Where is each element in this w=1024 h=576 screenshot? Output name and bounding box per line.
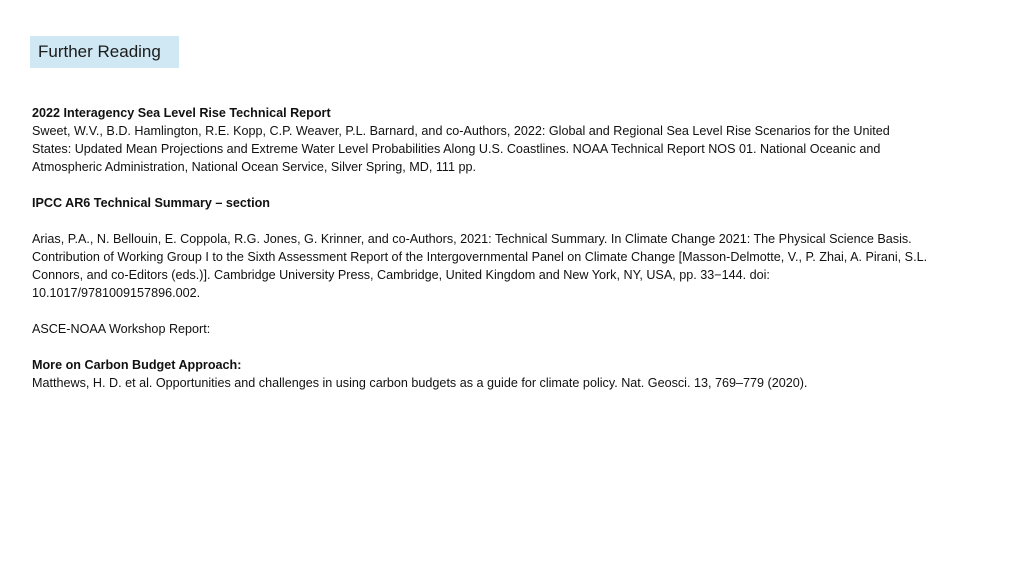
reference-item-sea-level [32,104,932,176]
spacer [32,338,932,356]
reference-citation: Sweet, W.V., B.D. Hamlington, R.E. Kopp, C.P. Weaver, P.L. Barnard, and co-Authors, 2022: Global and Regional Sea Level Rise Scenarios for the United States: Updated Mean Projections and Extreme Water Level Probabilities Along U.S. Coastlines. NOAA Technical Report NOS 01. National Oceanic and Atmospheric Administration, National Ocean Service, Silver Spring, MD, 111 pp. [32,124,890,174]
spacer [32,302,932,320]
reference-label: ASCE-NOAA Workshop Report: [32,322,211,336]
reference-citation: Matthews, H. D. et al. Opportunities and challenges in using carbon budgets as a guide for climate policy. Nat. Geosci. 13, 769–779 (2020). [32,376,808,390]
page-title: Further Reading [30,36,179,68]
reference-heading: IPCC AR6 Technical Summary – section [32,196,270,210]
reference-citation: Arias, P.A., N. Bellouin, E. Coppola, R.G. Jones, G. Krinner, and co-Authors, 2021: Technical Summary. In Climate Change 2021: The Physical Science Basis. Contribution of Working Group I to the Sixth Assessment Report of the Intergovernmental Panel on Climate Change [Masson-Delmotte, V., P. Zhai, A. Pirani, S.L. Connors, and co-Editors (eds.)]. Cambridge University Press, Cambridge, United Kingdom and New York, NY, USA, pp. 33−144. doi: 10.1017/9781009157896.002. [32,232,928,300]
reference-heading: 2022 Interagency Sea Level Rise Technical Report [32,106,331,120]
reference-list [32,104,932,392]
reference-item-carbon-budget [32,356,932,392]
reference-item-ipcc [32,194,932,302]
spacer [32,176,932,194]
reference-item-asce-noaa [32,320,932,338]
reference-heading: More on Carbon Budget Approach: [32,358,242,372]
spacer [32,212,932,230]
